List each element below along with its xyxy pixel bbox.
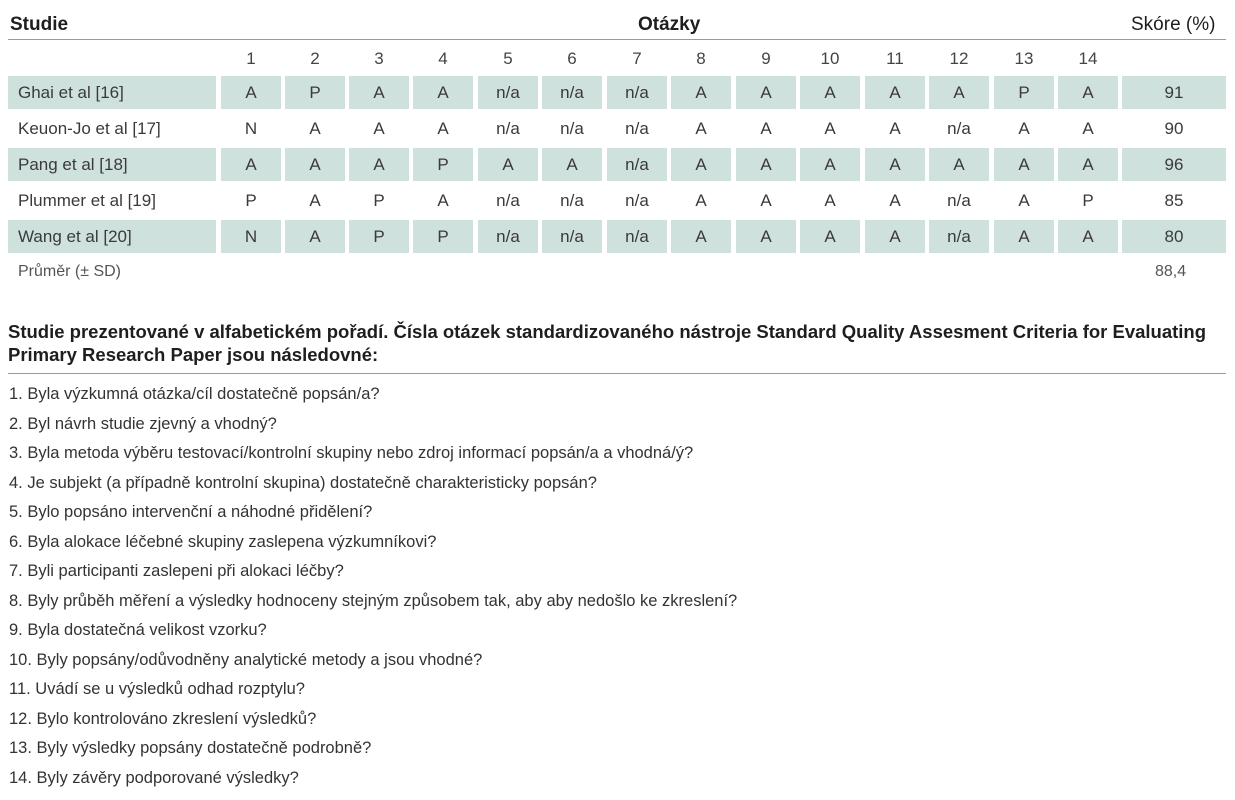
question-number: 3 [374,49,384,68]
answer-cell: A [221,148,281,181]
table-caption: Studie prezentované v alfabetickém pořadí. Čísla otázek standardizovaného nástroje Standard Quality Assesment Criteria for Evaluating Primary Research Paper jsou následovné: [8,321,1207,365]
question-item: 9. Byla dostatečná velikost vzorku? [9,621,267,639]
answer-cell: A [285,220,345,253]
score-cell: 96 [1122,148,1226,181]
question-number: 11 [886,49,904,68]
answer-cell: A [671,220,731,253]
answer-cell: P [285,76,345,109]
question-number: 5 [503,49,513,68]
question-item: 2. Byl návrh studie zjevný a vhodný? [9,414,277,433]
answer-cell: n/a [947,191,971,210]
question-item: 5. Bylo popsáno intervenční a náhodné přidělení? [9,503,373,521]
score-cell: 90 [1164,119,1184,138]
answer-cell: n/a [625,191,649,210]
answer-cell: A [1082,119,1094,138]
column-header-questions: Otázky [638,14,701,35]
question-item: 4. Je subjekt (a případně kontrolní skupina) dostatečně charakteristicky popsán? [9,473,597,492]
answer-cell: A [994,220,1054,253]
question-number: 6 [567,49,577,68]
answer-cell: P [349,220,409,253]
question-item: 3. Byla metoda výběru testovací/kontrolní skupiny nebo zdroj informací popsán/a a vhodná/ý? [9,444,694,462]
answer-cell: A [824,119,836,138]
question-number: 9 [761,49,771,68]
question-item: 11. Uvádí se u výsledků odhad rozptylu? [9,680,305,698]
answer-cell: n/a [947,119,971,138]
question-number: 12 [949,49,969,68]
question-number: 13 [1014,49,1034,68]
question-number: 7 [632,49,642,68]
caption-rule [8,373,1226,374]
answer-cell: A [824,191,836,210]
question-number: 4 [438,49,448,68]
answer-cell: A [736,220,796,253]
question-number: 2 [310,49,320,68]
answer-cell: A [695,119,707,138]
question-item: 10. Byly popsány/odůvodněny analytické metody a jsou vhodné? [9,650,483,669]
answer-cell: A [542,148,602,181]
answer-cell: A [889,191,901,210]
answer-cell: A [671,76,731,109]
answer-cell: n/a [542,76,602,109]
answer-cell: A [373,119,385,138]
question-item: 8. Byly průběh měření a výsledky hodnoceny stejným způsobem tak, aby aby nedošlo ke zkreslení? [9,591,738,610]
study-name-cell: Pang et al [18] [8,148,216,181]
question-item: 14. Byly závěry podporované výsledky? [9,768,299,787]
question-number: 8 [696,49,706,68]
answer-cell: A [1058,76,1118,109]
study-name-cell: Plummer et al [19] [18,191,156,210]
answer-cell: A [865,220,925,253]
table-row [8,148,1226,181]
answer-cell: A [736,76,796,109]
answer-cell: A [349,148,409,181]
score-cell: 91 [1122,76,1226,109]
answer-cell: A [309,191,321,210]
question-item: 12. Bylo kontrolováno zkreslení výsledků? [9,709,317,728]
answer-cell: A [437,119,449,138]
answer-cell: A [1058,148,1118,181]
answer-cell: P [994,76,1054,109]
score-cell: 80 [1122,220,1226,253]
mean-value: 88,4 [1155,263,1187,280]
answer-cell: n/a [929,220,989,253]
score-cell: 85 [1164,191,1184,210]
answer-cell: A [800,76,860,109]
answer-cell: P [413,220,473,253]
answer-cell: A [994,148,1054,181]
answer-cell: A [929,148,989,181]
answer-cell: A [929,76,989,109]
answer-cell: A [865,148,925,181]
study-name-cell: Ghai et al [16] [8,76,216,109]
answer-cell: A [1018,191,1030,210]
question-number: 14 [1078,49,1098,68]
answer-cell: n/a [607,76,667,109]
answer-cell: P [245,191,257,210]
answer-cell: A [221,76,281,109]
answer-cell: P [413,148,473,181]
answer-cell: n/a [496,119,520,138]
answer-cell: n/a [542,220,602,253]
table-row [8,184,1226,217]
table-row [8,220,1226,253]
answer-cell: A [671,148,731,181]
answer-cell: P [373,191,385,210]
answer-cell: A [865,76,925,109]
answer-cell: n/a [625,119,649,138]
table-row [8,112,1226,145]
answer-cell: A [800,148,860,181]
answer-cell: A [1058,220,1118,253]
answer-cell: n/a [496,191,520,210]
answer-cell: n/a [560,191,584,210]
answer-cell: n/a [607,220,667,253]
answer-cell: A [309,119,321,138]
answer-cell: n/a [607,148,667,181]
question-item: 6. Byla alokace léčebné skupiny zaslepena výzkumníkovi? [9,532,437,551]
answer-cell: A [736,148,796,181]
answer-cell: A [800,220,860,253]
answer-cell: N [244,119,258,138]
question-item: 13. Byly výsledky popsány dostatečně podrobně? [9,739,372,757]
answer-cell: P [1082,191,1094,210]
answer-cell: N [221,220,281,253]
answer-cell: A [760,119,772,138]
column-header-study: Studie [10,14,69,35]
study-name-cell: Wang et al [20] [8,220,216,253]
answer-cell: A [478,148,538,181]
question-number: 10 [820,49,840,68]
answer-cell: A [437,191,449,210]
question-item: 7. Byli participanti zaslepeni při alokaci léčby? [9,562,344,580]
answer-cell: A [1018,119,1030,138]
question-item: 1. Byla výzkumná otázka/cíl dostatečně popsán/a? [9,385,380,403]
answer-cell: A [695,191,707,210]
question-number: 1 [246,49,256,68]
answer-cell: n/a [478,220,538,253]
answer-cell: A [349,76,409,109]
answer-cell: A [889,119,901,138]
mean-label: Průměr (± SD) [18,263,122,280]
column-header-score: Skóre (%) [1131,14,1216,35]
answer-cell: n/a [478,76,538,109]
answer-cell: A [760,191,772,210]
study-name-cell: Keuon-Jo et al [17] [18,119,161,138]
answer-cell: A [285,148,345,181]
answer-cell: n/a [560,119,584,138]
table-row [8,76,1226,109]
answer-cell: A [413,76,473,109]
header-rule [8,39,1226,40]
